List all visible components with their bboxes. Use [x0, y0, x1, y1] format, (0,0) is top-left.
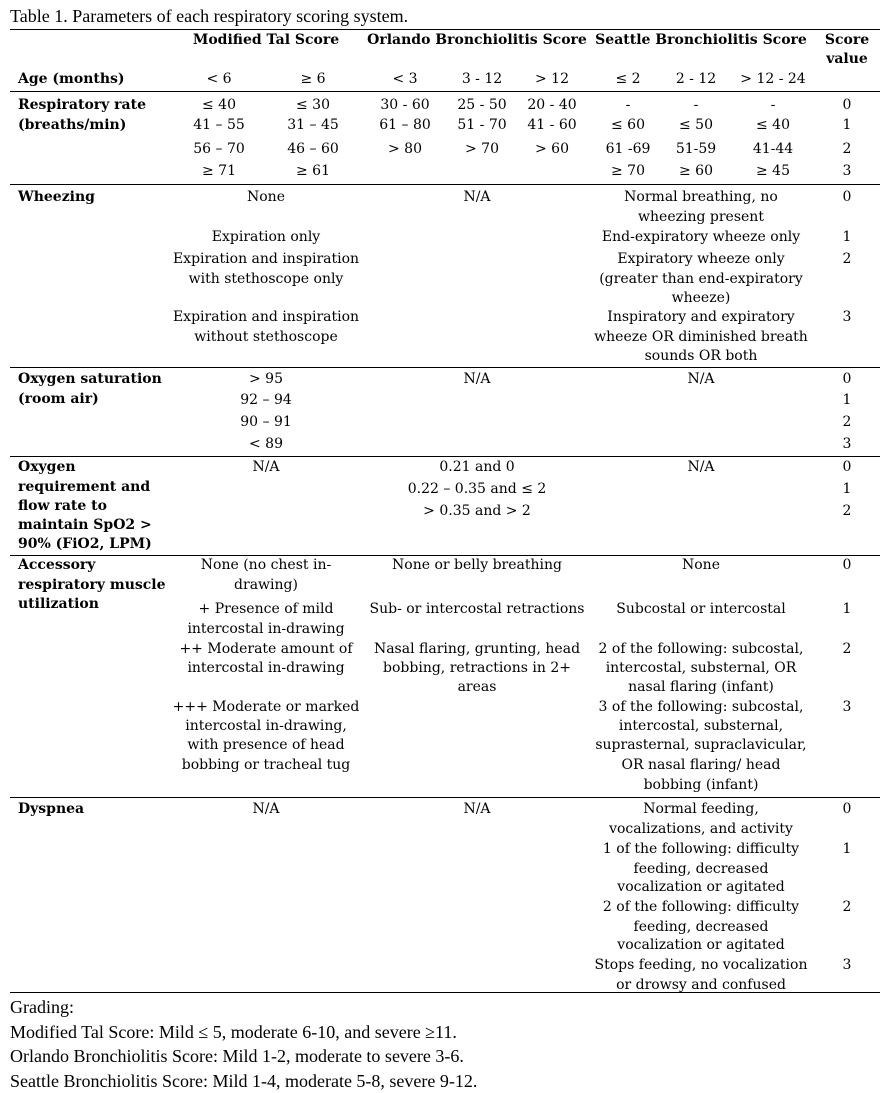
resp-rate-cell: - [694, 96, 699, 115]
header-seattle: Seattle Bronchiolitis Score [595, 31, 807, 50]
resp-rate-cell: - [771, 96, 776, 115]
resp-rate-cell: ≤ 40 [756, 116, 790, 135]
age-tal: ≥ 6 [300, 70, 325, 89]
accessory-seattle: None [682, 556, 720, 575]
accessory-tal: None (no chest in- [201, 556, 331, 575]
dyspnea-seattle: 2 of the following: difficulty [603, 898, 799, 917]
resp-rate-cell: 46 – 60 [287, 140, 339, 159]
rule-under-wheezing [10, 367, 880, 368]
dyspnea-seattle: vocalization or agitated [617, 878, 784, 897]
resp-rate-cell: 41 – 55 [193, 116, 245, 135]
dyspnea-seattle: vocalizations, and activity [609, 820, 793, 839]
accessory-orlando: areas [458, 678, 497, 697]
accessory-tal: intercostal in-drawing, [185, 717, 347, 736]
wheezing-orlando: N/A [463, 188, 490, 207]
resp-rate-cell: 61 -69 [606, 140, 651, 159]
dyspnea-score: 0 [843, 800, 852, 819]
accessory-orlando: None or belly breathing [392, 556, 562, 575]
oxygen-req-orlando: 0.21 and 0 [439, 458, 514, 477]
row-label-accessory-muscle: respiratory muscle [18, 576, 166, 595]
oxygen-req-score: 0 [843, 458, 852, 477]
wheezing-seattle: End-expiratory wheeze only [602, 228, 800, 247]
oxygen-sat-score: 1 [843, 391, 852, 410]
dyspnea-score: 3 [843, 956, 852, 975]
row-label-age: Age (months) [18, 70, 125, 89]
resp-rate-cell: ≥ 71 [202, 162, 236, 181]
grading-seattle: Seattle Bronchiolitis Score: Mild 1-4, moderate 5-8, severe 9-12. [10, 1069, 477, 1093]
wheezing-seattle: Expiratory wheeze only [617, 250, 784, 269]
oxygen-req-tal: N/A [252, 458, 279, 477]
resp-rate-cell: 20 - 40 [527, 96, 576, 115]
resp-rate-cell: 51 - 70 [457, 116, 506, 135]
accessory-seattle: bobbing (infant) [644, 776, 759, 795]
accessory-score: 0 [843, 556, 852, 575]
resp-rate-cell: 3 [843, 162, 852, 181]
grading-title: Grading: [10, 995, 477, 1020]
row-label-oxygen-saturation: (room air) [18, 390, 99, 409]
accessory-seattle: intercostal, substernal, OR [606, 659, 797, 678]
dyspnea-seattle: 1 of the following: difficulty [603, 840, 799, 859]
age-seattle: ≤ 2 [615, 70, 640, 89]
header-score: value [826, 50, 868, 69]
oxygen-sat-orlando: N/A [463, 370, 490, 389]
accessory-tal: ++ Moderate amount of [179, 640, 352, 659]
header-orlando: Orlando Bronchiolitis Score [367, 31, 587, 50]
accessory-tal: drawing) [234, 576, 298, 595]
grading-tal: Modified Tal Score: Mild ≤ 5, moderate 6-10, and severe ≥11. [10, 1020, 477, 1045]
rule-under-age [10, 91, 880, 92]
wheezing-score: 0 [843, 188, 852, 207]
dyspnea-seattle: vocalization or agitated [617, 936, 784, 955]
accessory-tal: bobbing or tracheal tug [182, 756, 350, 775]
accessory-score: 1 [843, 600, 852, 619]
rule-under-accessory-muscle [10, 797, 880, 798]
resp-rate-cell: ≤ 50 [679, 116, 713, 135]
row-label-oxygen-requirement: 90% (FiO2, LPM) [18, 535, 152, 554]
age-orlando: < 3 [392, 70, 417, 89]
resp-rate-cell: - [626, 96, 631, 115]
wheezing-tal: None [247, 188, 285, 207]
resp-rate-cell: 56 – 70 [193, 140, 245, 159]
resp-rate-cell: 1 [843, 116, 852, 135]
resp-rate-cell: > 70 [465, 140, 499, 159]
resp-rate-cell: 25 - 50 [457, 96, 506, 115]
resp-rate-cell: ≤ 40 [202, 96, 236, 115]
oxygen-sat-tal: < 89 [249, 435, 283, 454]
wheezing-tal: Expiration and inspiration [173, 250, 359, 269]
row-label-oxygen-saturation: Oxygen saturation [18, 370, 162, 389]
grading-orlando: Orlando Bronchiolitis Score: Mild 1-2, moderate to severe 3-6. [10, 1044, 477, 1069]
accessory-score: 2 [843, 640, 852, 659]
resp-rate-cell: ≥ 61 [296, 162, 330, 181]
wheezing-seattle: sounds OR both [645, 347, 758, 366]
resp-rate-cell: 0 [843, 96, 852, 115]
wheezing-seattle: wheeze OR diminished breath [594, 328, 808, 347]
wheezing-seattle: wheezing present [638, 208, 764, 227]
accessory-tal: + Presence of mild [199, 600, 334, 619]
age-orlando: 3 - 12 [462, 70, 502, 89]
accessory-seattle: OR nasal flaring/ head [622, 756, 781, 775]
resp-rate-cell: ≤ 30 [296, 96, 330, 115]
row-label-respiratory-rate: Respiratory rate [18, 96, 146, 115]
header-tal: Modified Tal Score [193, 31, 339, 50]
resp-rate-cell: > 80 [388, 140, 422, 159]
oxygen-req-score: 2 [843, 502, 852, 521]
accessory-seattle: 2 of the following: subcostal, [599, 640, 804, 659]
wheezing-score: 3 [843, 308, 852, 327]
age-tal: < 6 [206, 70, 231, 89]
accessory-tal: intercostal in-drawing [187, 659, 344, 678]
oxygen-sat-score: 0 [843, 370, 852, 389]
row-label-dyspnea: Dyspnea [18, 800, 84, 819]
accessory-seattle: Subcostal or intercostal [616, 600, 786, 619]
age-seattle: 2 - 12 [676, 70, 716, 89]
resp-rate-cell: 41 - 60 [527, 116, 576, 135]
resp-rate-cell: 41-44 [753, 140, 793, 159]
oxygen-sat-tal: > 95 [249, 370, 283, 389]
dyspnea-seattle: Normal feeding, [643, 800, 759, 819]
resp-rate-cell: ≥ 60 [679, 162, 713, 181]
dyspnea-seattle: feeding, decreased [634, 860, 769, 879]
row-label-oxygen-requirement: requirement and [18, 478, 150, 497]
row-label-oxygen-requirement: flow rate to [18, 497, 107, 516]
rule-under-respiratory-rate [10, 184, 880, 185]
header-score: Score [825, 31, 869, 50]
dyspnea-score: 1 [843, 840, 852, 859]
row-label-accessory-muscle: Accessory [18, 556, 95, 575]
resp-rate-cell: ≥ 45 [756, 162, 790, 181]
accessory-seattle: 3 of the following: subcostal, [599, 698, 804, 717]
accessory-seattle: intercostal, substernal, [619, 717, 783, 736]
dyspnea-seattle: Stops feeding, no vocalization [595, 956, 808, 975]
accessory-seattle: nasal flaring (infant) [628, 678, 774, 697]
age-seattle: > 12 - 24 [740, 70, 805, 89]
accessory-score: 3 [843, 698, 852, 717]
wheezing-seattle: wheeze) [672, 289, 731, 308]
table-top-rule [10, 29, 880, 30]
accessory-orlando: Sub- or intercostal retractions [370, 600, 585, 619]
accessory-orlando: Nasal flaring, grunting, head [374, 640, 580, 659]
wheezing-score: 1 [843, 228, 852, 247]
dyspnea-tal: N/A [252, 800, 279, 819]
resp-rate-cell: ≤ 60 [611, 116, 645, 135]
accessory-orlando: bobbing, retractions in 2+ [383, 659, 571, 678]
oxygen-sat-score: 3 [843, 435, 852, 454]
oxygen-sat-tal: 92 – 94 [240, 391, 292, 410]
wheezing-seattle: Normal breathing, no [624, 188, 778, 207]
wheezing-seattle: Inspiratory and expiratory [607, 308, 794, 327]
dyspnea-orlando: N/A [463, 800, 490, 819]
age-orlando: > 12 [535, 70, 569, 89]
oxygen-req-orlando: 0.22 – 0.35 and ≤ 2 [408, 480, 547, 499]
accessory-seattle: suprasternal, supraclavicular, [595, 736, 806, 755]
resp-rate-cell: 31 – 45 [287, 116, 339, 135]
accessory-tal: with presence of head [187, 736, 344, 755]
row-label-wheezing: Wheezing [18, 188, 95, 207]
grading-notes [10, 995, 477, 1093]
table-bottom-rule [10, 992, 880, 993]
resp-rate-cell: ≥ 70 [611, 162, 645, 181]
oxygen-sat-seattle: N/A [687, 370, 714, 389]
oxygen-req-seattle: N/A [687, 458, 714, 477]
dyspnea-score: 2 [843, 898, 852, 917]
resp-rate-cell: 61 – 80 [379, 116, 431, 135]
oxygen-req-orlando: > 0.35 and > 2 [423, 502, 531, 521]
row-label-oxygen-requirement: maintain SpO2 > [18, 516, 152, 535]
wheezing-seattle: (greater than end-expiratory [599, 270, 803, 289]
accessory-tal: +++ Moderate or marked [173, 698, 360, 717]
resp-rate-cell: > 60 [535, 140, 569, 159]
row-label-respiratory-rate: (breaths/min) [18, 116, 126, 135]
wheezing-score: 2 [843, 250, 852, 269]
oxygen-sat-score: 2 [843, 413, 852, 432]
accessory-tal: intercostal in-drawing [187, 620, 344, 639]
wheezing-tal: Expiration and inspiration [173, 308, 359, 327]
resp-rate-cell: 30 - 60 [380, 96, 429, 115]
wheezing-tal: Expiration only [212, 228, 320, 247]
oxygen-req-score: 1 [843, 480, 852, 499]
row-label-oxygen-requirement: Oxygen [18, 458, 76, 477]
resp-rate-cell: 2 [843, 140, 852, 159]
dyspnea-seattle: feeding, decreased [634, 918, 769, 937]
row-label-accessory-muscle: utilization [18, 595, 99, 614]
wheezing-tal: without stethoscope [194, 328, 338, 347]
table-caption: Table 1. Parameters of each respiratory scoring system. [10, 6, 408, 27]
dyspnea-seattle: or drowsy and confused [616, 976, 786, 995]
oxygen-sat-tal: 90 – 91 [240, 413, 292, 432]
wheezing-tal: with stethoscope only [189, 270, 344, 289]
rule-under-oxygen-saturation [10, 456, 880, 457]
resp-rate-cell: 51-59 [676, 140, 716, 159]
